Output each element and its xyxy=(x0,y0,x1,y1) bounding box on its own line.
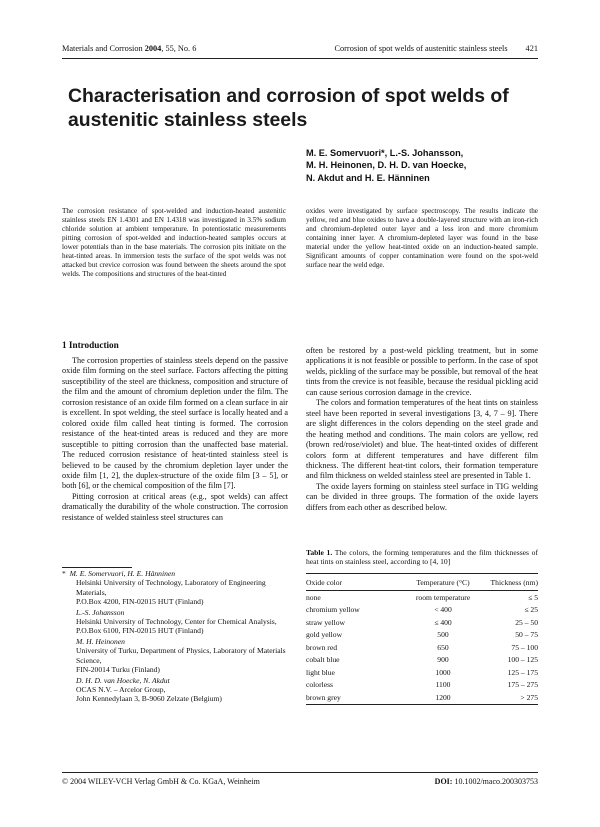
running-title: Corrosion of spot welds of austenitic stainless steels xyxy=(334,44,508,53)
doi-value: 10.1002/maco.200303753 xyxy=(454,777,538,786)
body-column-left xyxy=(62,356,288,523)
table-cell: 500 xyxy=(437,630,449,640)
table-row xyxy=(306,616,538,629)
table-cell: 25 – 50 xyxy=(515,617,538,627)
journal-year: 2004 xyxy=(144,44,162,53)
paragraph: The oxide layers forming on stainless steel surface in TIG welding can be divided in three groups. The formation of the oxide layers differs from each other as described below. xyxy=(306,481,538,512)
affiliation-block xyxy=(62,569,288,606)
table-cell: 650 xyxy=(437,642,449,652)
table-row xyxy=(306,691,538,704)
footnote-rule xyxy=(62,567,132,568)
table-cell: none xyxy=(306,592,321,602)
affiliation-block xyxy=(62,608,288,636)
table-cell: 125 – 175 xyxy=(507,667,538,677)
paragraph: often be restored by a post-weld pickling treatment, but in some applications it is not feasible or possible to perform. In the case of spot welds, pickling of the surface may be possible, but removal of the heat tints from the crevice is not feasible, because the residual pickling acid can cause serious corrosion damage in the crevice. xyxy=(306,346,538,397)
table-cell: > 275 xyxy=(520,692,538,702)
affiliation-names: M. H. Heinonen xyxy=(76,637,125,647)
header-rule xyxy=(62,58,538,59)
affiliation-line: Helsinki University of Technology, Laboratory of Engineering Materials, xyxy=(76,578,266,597)
section-heading: 1 Introduction xyxy=(62,340,119,350)
affiliation-names: L.-S. Johansson xyxy=(76,607,125,617)
table-caption-text: The colors, the forming temperatures and the film thicknesses of heat tints on stainless steel, according to [4, 10] xyxy=(306,548,538,567)
table-cell: chromium yellow xyxy=(306,605,360,615)
abstract-right: oxides were investigated by surface spectroscopy. The results indicate the yellow, red and blue oxides to have a double-layered structure with an iron-rich and chromium-depleted outer layer and a less iron and more chromium containing inner layer. A chromium-depleted layer was found in the base material under the yellow heat-tinted oxide on an induction-heated sample. Significant amounts of copper contamination were found on the spot-weld surface near the weld edge. xyxy=(306,207,538,270)
heat-tint-table xyxy=(306,573,538,705)
journal-volume: , 55, No. 6 xyxy=(161,44,197,53)
table-cell: < 400 xyxy=(434,605,452,615)
author-line: N. Akdut and H. E. Hänninen xyxy=(306,172,430,183)
affiliation-footnotes xyxy=(62,569,288,705)
author-line: M. E. Somervuori*, L.-S. Johansson, xyxy=(306,148,464,158)
table-cell: brown grey xyxy=(306,692,341,702)
table-header-row xyxy=(306,574,538,591)
table-label: Table 1. xyxy=(306,548,333,557)
table-cell: brown red xyxy=(306,642,337,652)
table-cell: gold yellow xyxy=(306,630,343,640)
table-cell: 175 – 275 xyxy=(507,680,538,690)
running-title-block xyxy=(334,44,538,53)
affiliation-line: P.O.Box 4200, FIN-02015 HUT (Finland) xyxy=(76,596,204,606)
affiliation-line: FIN-20014 Turku (Finland) xyxy=(76,664,160,674)
paragraph: Pitting corrosion at critical areas (e.g., spot welds) can affect dramatically the durability of the whole construction. The corrosion resistance of welded stainless steel structures can xyxy=(62,491,288,522)
table-cell: straw yellow xyxy=(306,617,346,627)
paragraph: The colors and formation temperatures of the heat tints on stainless steel have been reported in several investigations [3, 4, 7 – 9]. There are slight differences in the colors depending on the steel grade and the heating method and conditions. The main colors are yellow, red (brown red/rose/violet) and blue. The heat-tinted oxides of different colors form at different temperatures and have different film thickness. The different heat-tint colors, their formation temperature and film thickness on welded stainless steel are presented in Table 1. xyxy=(306,398,538,481)
column-header: Oxide color xyxy=(306,577,343,587)
table-cell: cobalt blue xyxy=(306,655,340,665)
table-cell: 50 – 75 xyxy=(515,630,538,640)
body-column-right xyxy=(306,346,538,513)
journal-name: Materials and Corrosion xyxy=(62,44,143,53)
affiliation-line: OCAS N.V. – Arcelor Group, xyxy=(76,685,166,695)
table-cell: 1200 xyxy=(435,692,451,702)
table-row xyxy=(306,629,538,642)
article-title: Characterisation and corrosion of spot welds of austenitic stainless steels xyxy=(68,85,509,131)
paragraph: The corrosion properties of stainless steels depend on the passive oxide film forming on the steel surface. Factors affecting the pitting susceptibility of the steel are thickness, composition and structure of the film and the amount of chromium depletion under the film. The corrosion resistance of an oxide film formed on a clean surface in air is excellent. In spot welding, the steel surface is locally heated and a colored oxide film called heat tinting is formed. The corrosion resistance of the heat-tinted areas is reduced and they are more susceptible to pitting corrosion than the unaffected base material. The reduced corrosion resistance of heat-tinted stainless steel is believed to be caused by the chromium depletion layer under the oxide film [1, 2], the duplex-structure of the oxide film [3 – 5], or both [6], or the chemical composition of the film [7]. xyxy=(62,356,288,491)
table-cell: 1100 xyxy=(435,680,451,690)
table-cell: light blue xyxy=(306,667,335,677)
table-row xyxy=(306,654,538,667)
table-cell: 100 – 125 xyxy=(507,655,538,665)
page-number: 421 xyxy=(525,44,538,53)
table-cell: ≤ 5 xyxy=(528,592,538,602)
table-row xyxy=(306,679,538,692)
affiliation-names: M. E. Somervuori, H. E. Hänninen xyxy=(69,569,176,578)
copyright: © 2004 WILEY-VCH Verlag GmbH & Co. KGaA, Weinheim xyxy=(62,777,260,786)
table-row xyxy=(306,666,538,679)
table-cell: 900 xyxy=(437,655,449,665)
footnote-mark: * xyxy=(62,569,66,578)
running-header xyxy=(62,44,538,58)
doi-label: DOI: xyxy=(434,777,453,786)
affiliation-line: University of Turku, Department of Physics, Laboratory of Materials Science, xyxy=(76,646,286,665)
table-cell: ≤ 400 xyxy=(434,617,452,627)
affiliation-line: Helsinki University of Technology, Center for Chemical Analysis, xyxy=(76,616,277,626)
table-row xyxy=(306,641,538,654)
table-cell: room temperature xyxy=(415,592,471,602)
footer-rule xyxy=(62,772,538,773)
affiliation-block xyxy=(62,676,288,704)
affiliation-names: D. H. D. van Hoecke, N. Akdut xyxy=(76,675,170,685)
table-cell: 1000 xyxy=(435,667,451,677)
column-header: Thickness (nm) xyxy=(490,577,538,587)
author-line: M. H. Heinonen, D. H. D. van Hoecke, xyxy=(306,160,467,171)
author-list xyxy=(306,147,566,184)
affiliation-line: P.O.Box 6100, FIN-02015 HUT (Finland) xyxy=(76,626,204,636)
table-caption xyxy=(306,548,538,567)
table-cell: ≤ 25 xyxy=(524,605,538,615)
affiliation-block xyxy=(62,637,288,674)
table-row xyxy=(306,591,538,604)
affiliation-line: John Kennedylaan 3, B-9060 Zelzate (Belgium) xyxy=(76,694,222,704)
table-row xyxy=(306,604,538,617)
abstract-left: The corrosion resistance of spot-welded and induction-heated austenitic stainless steels EN 1.4301 and EN 1.4318 was investigated in 3.5% sodium chloride solution at ambient temperature. In potentiostatic measurements pitting corrosion of spot-welded and induction-heated samples occurs at lower potentials than in the base materials. The corrosion pits initiate on the heat-tinted areas. In immersion tests the surface of the spot welds was not attacked but crevice corrosion was found between the sheets around the spot welds. The compositions and structures of the heat-tinted xyxy=(62,207,286,279)
table-cell: 75 – 100 xyxy=(511,642,538,652)
column-header: Temperature (°C) xyxy=(416,577,470,587)
doi-block xyxy=(435,777,538,786)
table-cell: colorless xyxy=(306,680,333,690)
journal-citation xyxy=(62,44,196,53)
